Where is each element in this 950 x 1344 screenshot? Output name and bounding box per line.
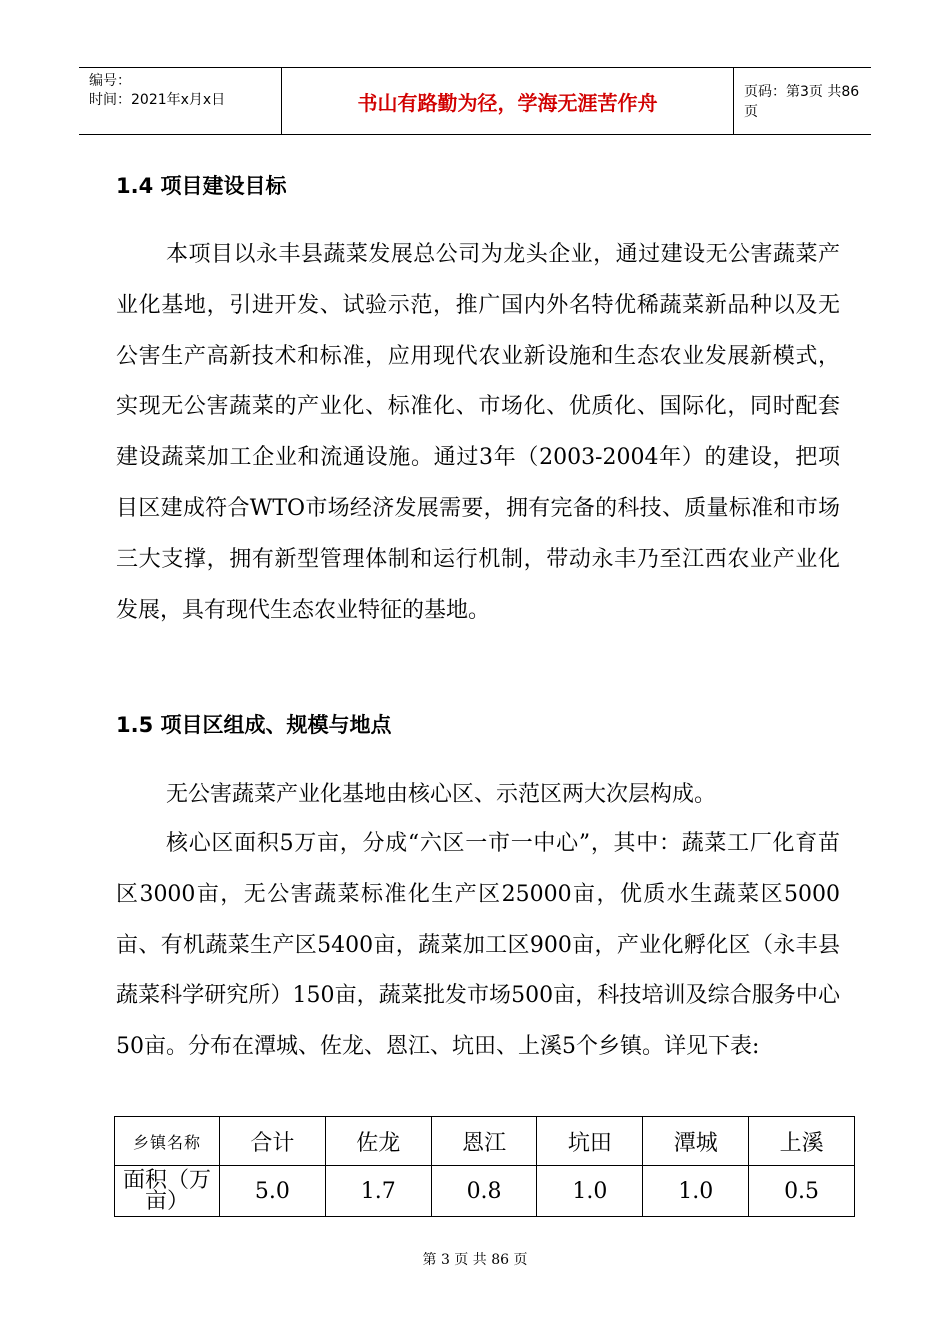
- table-area-row: [115, 1166, 855, 1217]
- doc-number-label: 编号：: [89, 73, 131, 89]
- date-label: 时间：2021年x月x日: [89, 92, 226, 108]
- header-meta: [79, 68, 282, 134]
- table-area-value: 0.5: [749, 1166, 855, 1217]
- page-header: [79, 67, 871, 135]
- table-town-name: 潭城: [643, 1117, 749, 1166]
- table-town-name: 上溪: [749, 1117, 855, 1166]
- section-1-5-paragraph-2: 核心区面积5万亩，分成“六区一市一中心”，其中：蔬菜工厂化育苗区3000亩，无公害蔬菜标准化生产区25000亩，优质水生蔬菜区5000亩、有机蔬菜生产区5400亩，蔬菜加工区900亩，产业化孵化区（永丰县蔬菜科学研究所）150亩，蔬菜批发市场500亩，科技培训及综合服务中心50亩。分布在潭城、佐龙、恩江、坑田、上溪5个乡镇。详见下表:: [116, 831, 840, 1060]
- table-town-name: 合计: [220, 1117, 326, 1166]
- table-town-name: 佐龙: [325, 1117, 431, 1166]
- section-1-5-paragraph-1: 无公害蔬菜产业化基地由核心区、示范区两大次层构成。: [166, 782, 717, 807]
- table-area-value: 0.8: [431, 1166, 537, 1217]
- table-header-row: [115, 1117, 855, 1166]
- table-town-name: 恩江: [431, 1117, 537, 1166]
- header-page-info: 页码：第3页 共86页: [744, 84, 860, 120]
- page-footer: 第 3 页 共 86 页: [422, 1252, 528, 1268]
- table-area-value: 1.0: [537, 1166, 643, 1217]
- table-area-value: 1.7: [325, 1166, 431, 1217]
- section-heading-1-4: 1.4 项目建设目标: [116, 174, 287, 198]
- table-area-value: 5.0: [220, 1166, 326, 1217]
- town-area-table: [114, 1116, 855, 1217]
- table-town-name: 坑田: [537, 1117, 643, 1166]
- section-heading-1-5: 1.5 项目区组成、规模与地点: [116, 713, 392, 737]
- header-motto: 书山有路勤为径，学海无涯苦作舟: [282, 68, 734, 134]
- section-1-4-paragraph: 本项目以永丰县蔬菜发展总公司为龙头企业，通过建设无公害蔬菜产业化基地，引进开发、试验示范，推广国内外名特优稀蔬菜新品种以及无公害生产高新技术和标准，应用现代农业新设施和生态农业发展新模式，实现无公害蔬菜的产业化、标准化、市场化、优质化、国际化，同时配套建设蔬菜加工企业和流通设施。通过3年（2003-2004年）的建设，把项目区建成符合WTO市场经济发展需要，拥有完备的科技、质量标准和市场三大支撑，拥有新型管理体制和运行机制，带动永丰乃至江西农业产业化发展，具有现代生态农业特征的基地。: [116, 242, 840, 623]
- table-row-label-area: 面积（万亩）: [115, 1166, 220, 1217]
- table-header-town: 乡镇名称: [115, 1117, 220, 1166]
- table-area-value: 1.0: [643, 1166, 749, 1217]
